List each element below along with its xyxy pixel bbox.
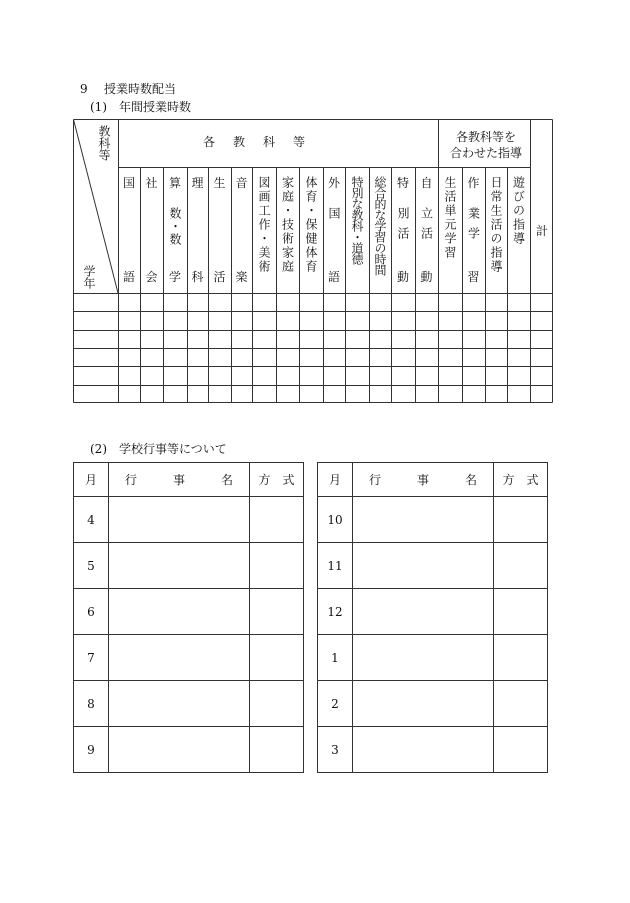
month-value: 10 — [327, 513, 343, 527]
method-cell[interactable] — [250, 589, 304, 635]
month-value: 7 — [87, 651, 95, 665]
event-name-header-cell — [353, 463, 494, 497]
event-name-cell[interactable] — [109, 543, 250, 589]
group-header-combined-line1: 各教科等を — [456, 130, 517, 144]
method-cell[interactable] — [494, 727, 548, 773]
column-header-10-bottom: 語 — [328, 270, 341, 284]
column-header-4-top: 理 — [191, 176, 204, 190]
month-cell — [318, 543, 353, 589]
column-header-16-top: 作 — [467, 176, 480, 190]
column-header-8: 家庭・技術家庭 — [280, 176, 295, 274]
column-header-15: 生活単元学習 — [443, 176, 457, 260]
column-header-6-bottom: 楽 — [235, 270, 248, 284]
column-header-3-mid: 数・数 — [168, 207, 182, 246]
method-cell[interactable] — [494, 681, 548, 727]
column-header-14-mid: 立活 — [419, 207, 434, 247]
column-header-13-bottom: 動 — [397, 270, 410, 284]
group-header-subjects: 各 教 科 等 — [203, 135, 309, 149]
annual-heading-number: (1) — [90, 100, 107, 114]
event-name-cell[interactable] — [109, 497, 250, 543]
event-name-header: 行 事 名 — [368, 473, 477, 487]
events-row — [74, 635, 304, 681]
section-number: 9 — [80, 82, 88, 96]
event-name-cell[interactable] — [353, 589, 494, 635]
total-column-header: 計 — [536, 224, 549, 238]
month-value: 8 — [87, 697, 95, 711]
event-name-header-cell — [109, 463, 250, 497]
month-value: 9 — [87, 743, 95, 757]
column-header-9: 体育・保健体育 — [304, 176, 318, 274]
month-header: 月 — [328, 473, 341, 487]
events-table-left — [73, 462, 303, 772]
corner-label-subjects: 教科等 — [97, 125, 111, 161]
column-header-14-top: 自 — [420, 176, 433, 190]
event-name-cell[interactable] — [109, 635, 250, 681]
event-name-cell[interactable] — [353, 635, 494, 681]
method-cell[interactable] — [494, 589, 548, 635]
month-value: 2 — [331, 697, 339, 711]
month-cell — [318, 635, 353, 681]
month-value: 1 — [331, 651, 339, 665]
events-table-left-grid — [73, 462, 304, 773]
column-header-6-top: 音 — [235, 176, 248, 190]
column-header-1-top: 国 — [123, 176, 136, 190]
column-header-5-bottom: 活 — [213, 270, 226, 284]
column-header-7: 図画工作・美術 — [257, 176, 271, 274]
event-name-cell[interactable] — [109, 589, 250, 635]
events-row — [74, 727, 304, 773]
events-row — [318, 727, 548, 773]
column-header-13-top: 特 — [397, 176, 410, 190]
month-value: 3 — [331, 743, 339, 757]
event-name-cell[interactable] — [353, 727, 494, 773]
events-row — [318, 543, 548, 589]
method-header-cell — [250, 463, 304, 497]
method-cell[interactable] — [250, 681, 304, 727]
column-header-16-bottom: 習 — [467, 270, 480, 284]
events-row — [74, 543, 304, 589]
events-row — [318, 635, 548, 681]
month-cell — [74, 681, 109, 727]
method-cell[interactable] — [494, 635, 548, 681]
month-cell — [74, 727, 109, 773]
column-header-14-bottom: 動 — [420, 270, 433, 284]
method-header: 方 式 — [502, 473, 539, 487]
event-name-cell[interactable] — [109, 727, 250, 773]
events-table-right — [317, 462, 547, 772]
events-header-row — [74, 463, 304, 497]
annual-hours-table — [73, 119, 553, 403]
column-header-17: 日常生活の指導 — [489, 176, 503, 274]
column-header-11: 特別な教科・道徳 — [350, 176, 364, 264]
events-header-row — [318, 463, 548, 497]
month-value: 5 — [87, 559, 95, 573]
events-heading: 学校行事等について — [119, 442, 227, 456]
column-header-18: 遊びの指導 — [511, 176, 526, 246]
month-cell — [318, 681, 353, 727]
month-cell — [318, 497, 353, 543]
column-header-2-bottom: 会 — [145, 270, 158, 284]
method-cell[interactable] — [494, 543, 548, 589]
month-value: 12 — [327, 605, 343, 619]
column-header-10-top: 外 — [328, 176, 341, 190]
month-cell — [74, 497, 109, 543]
events-row — [318, 681, 548, 727]
event-name-cell[interactable] — [353, 543, 494, 589]
method-header: 方 式 — [258, 473, 295, 487]
month-header-cell — [74, 463, 109, 497]
events-heading-number: (2) — [90, 442, 107, 456]
month-cell — [74, 543, 109, 589]
column-header-3-bottom: 学 — [169, 270, 182, 284]
column-header-12: 総合的な学習の時間 — [373, 176, 387, 275]
method-cell[interactable] — [250, 497, 304, 543]
month-cell — [74, 635, 109, 681]
events-row — [318, 497, 548, 543]
event-name-cell[interactable] — [109, 681, 250, 727]
month-cell — [74, 589, 109, 635]
events-row — [74, 681, 304, 727]
section-title: 授業時数配当 — [104, 82, 177, 96]
column-header-13-mid: 別活 — [396, 207, 410, 247]
month-header: 月 — [84, 473, 97, 487]
month-value: 6 — [87, 605, 95, 619]
column-header-16-mid: 業学 — [466, 207, 481, 247]
column-header-2-top: 社 — [145, 176, 158, 190]
events-row — [74, 589, 304, 635]
event-name-cell[interactable] — [353, 681, 494, 727]
month-header-cell — [318, 463, 353, 497]
method-cell[interactable] — [250, 727, 304, 773]
method-cell[interactable] — [250, 543, 304, 589]
method-header-cell — [494, 463, 548, 497]
events-row — [74, 497, 304, 543]
month-cell — [318, 589, 353, 635]
month-value: 11 — [327, 559, 343, 573]
method-cell[interactable] — [494, 497, 548, 543]
corner-label-grade: 学年 — [82, 265, 96, 289]
month-cell — [318, 727, 353, 773]
month-value: 4 — [87, 513, 95, 527]
column-header-3-top: 算 — [169, 176, 182, 190]
group-header-combined-line2: 合わせた指導 — [450, 146, 523, 160]
event-name-cell[interactable] — [353, 497, 494, 543]
column-header-5-top: 生 — [213, 176, 226, 190]
annual-heading: 年間授業時数 — [119, 100, 192, 114]
column-header-4-bottom: 科 — [191, 270, 204, 284]
method-cell[interactable] — [250, 635, 304, 681]
column-header-1-bottom: 語 — [123, 270, 136, 284]
event-name-header: 行 事 名 — [124, 473, 233, 487]
column-header-10-mid: 国 — [327, 207, 341, 227]
events-table-right-grid — [317, 462, 548, 773]
events-row — [318, 589, 548, 635]
